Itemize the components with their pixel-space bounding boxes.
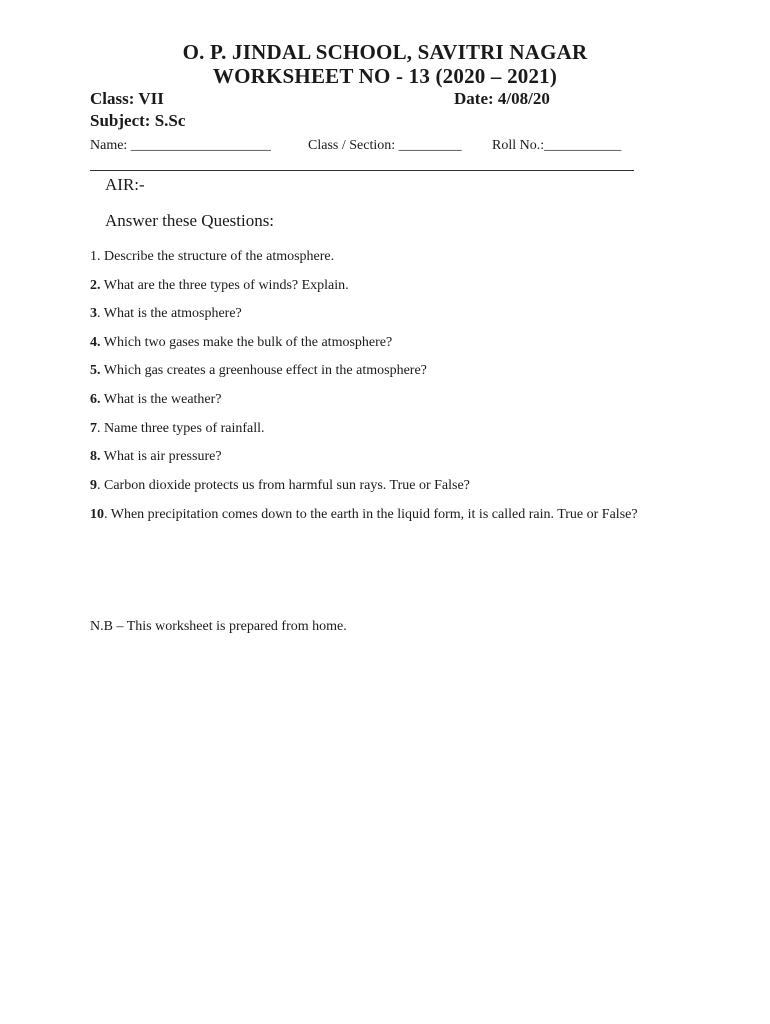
question-number: 4.: [90, 335, 101, 350]
question-number: 7: [90, 421, 97, 436]
school-title: O. P. JINDAL SCHOOL, SAVITRI NAGAR: [182, 40, 588, 64]
question-item: [90, 277, 650, 294]
question-text: What is the weather?: [100, 392, 222, 407]
question-number: 5.: [90, 363, 101, 378]
question-text: What is air pressure?: [100, 449, 222, 464]
class-label: Class: VII: [90, 89, 164, 108]
question-item: [90, 362, 650, 379]
question-item: [90, 477, 650, 494]
question-item: [90, 420, 650, 437]
question-item: [90, 391, 650, 408]
subject-label: Subject: S.Sc: [90, 111, 186, 130]
question-number: 1: [90, 249, 97, 264]
question-item: [90, 248, 650, 265]
question-item: [90, 506, 650, 523]
question-text: . When precipitation comes down to the earth in the liquid form, it is called rain. True or False?: [104, 507, 638, 522]
question-text: . Carbon dioxide protects us from harmful sun rays. True or False?: [97, 478, 470, 493]
question-number: 9: [90, 478, 97, 493]
instruction-text: Answer these Questions:: [105, 211, 275, 230]
question-text: Which gas creates a greenhouse effect in the atmosphere?: [100, 363, 427, 378]
question-number: 2.: [90, 278, 101, 293]
roll-number-field: Roll No.:___________: [492, 138, 622, 153]
worksheet-title: WORKSHEET NO - 13 (2020 – 2021): [212, 64, 558, 88]
name-field: Name: ____________________: [90, 138, 271, 153]
question-number: 6.: [90, 392, 101, 407]
question-number: 3: [90, 306, 97, 321]
footer-note: N.B – This worksheet is prepared from home.: [90, 619, 347, 634]
question-number: 10: [90, 507, 104, 522]
question-item: [90, 334, 650, 351]
question-item: [90, 448, 650, 465]
section-title: AIR:-: [105, 175, 145, 194]
question-item: [90, 305, 650, 322]
question-text: . Describe the structure of the atmosphere.: [97, 249, 335, 264]
question-text: What are the three types of winds? Explain.: [100, 278, 349, 293]
date-label: Date: 4/08/20: [454, 89, 550, 108]
question-number: 8.: [90, 449, 101, 464]
divider-line: [90, 170, 634, 171]
question-text: . Name three types of rainfall.: [97, 421, 265, 436]
question-text: Which two gases make the bulk of the atmosphere?: [100, 335, 393, 350]
class-section-field: Class / Section: _________: [308, 138, 462, 153]
question-text: . What is the atmosphere?: [97, 306, 242, 321]
